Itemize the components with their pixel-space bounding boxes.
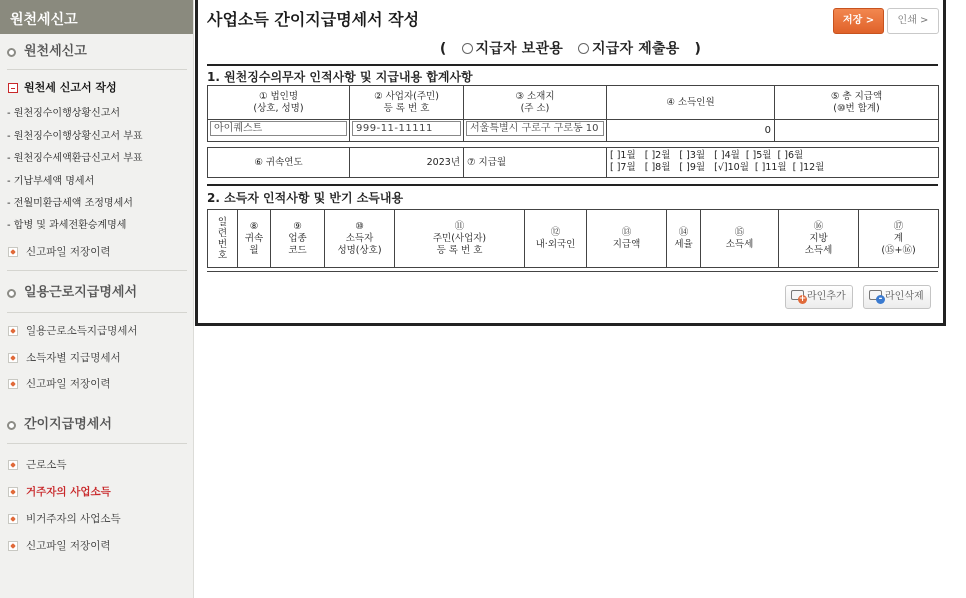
total-paid-value bbox=[775, 120, 939, 142]
sidebar-item-daily-wage-statement[interactable]: 일용근로소득지급명세서 bbox=[0, 323, 194, 339]
sidebar-item-file-history-2[interactable]: 신고파일 저장이력 bbox=[0, 376, 194, 392]
col-industry-code: ⑨ 업종 코드 bbox=[271, 210, 325, 268]
expand-icon bbox=[8, 541, 18, 551]
col-earner-name: ⑩ 소득자 성명(상호) bbox=[325, 210, 395, 268]
corp-name-input[interactable]: 아이퀘스트 bbox=[210, 121, 347, 136]
col-local-income-tax: ⑯ 지방 소득세 bbox=[779, 210, 859, 268]
col-tax-rate: ⑭ 세율 bbox=[667, 210, 701, 268]
year-label: ⑥ 귀속연도 bbox=[208, 148, 350, 178]
sidebar-item-refund-report-appendix[interactable]: - 원천징수세액환급신고서 부표 bbox=[7, 153, 143, 164]
pay-month-label: ⑦ 지급월 bbox=[464, 148, 607, 177]
form-copy-type: ( 지급자 보관용 지급자 제출용 ) bbox=[439, 41, 702, 57]
col-total: ⑰ 계 (⑮+⑯) bbox=[859, 210, 939, 268]
month-checkboxes-row-2[interactable]: [ ]7월 [ ]8월 [ ]9월 [√]10월 [ ]11월 [ ]12월 bbox=[610, 162, 825, 173]
col-attribution-month: ⑧ 귀속 월 bbox=[238, 210, 271, 268]
divider bbox=[7, 443, 187, 444]
expand-icon bbox=[8, 487, 18, 497]
print-button[interactable]: 인쇄 > bbox=[887, 8, 939, 34]
delete-line-button[interactable]: - 라인삭제 bbox=[863, 285, 931, 309]
header-address: ③ 소재지 (주 소) bbox=[464, 86, 607, 120]
sidebar-item-earned-income[interactable]: 근로소득 bbox=[0, 457, 194, 473]
expand-icon bbox=[8, 326, 18, 336]
sidebar-item-unrefunded-tax-adjustment[interactable]: - 전월미환급세액 조정명세서 bbox=[7, 198, 133, 209]
add-row-icon bbox=[791, 290, 804, 300]
sidebar-item-merger-succession[interactable]: - 합병 및 과세전환승계명세 bbox=[7, 220, 127, 231]
expand-icon bbox=[8, 460, 18, 470]
sidebar-group-report-writing[interactable]: 원천세 신고서 작성 bbox=[0, 80, 194, 96]
radio-keep-copy[interactable] bbox=[462, 43, 473, 54]
header-corp-name: ① 법인명 (상호, 성명) bbox=[208, 86, 350, 120]
sidebar-item-file-history-3[interactable]: 신고파일 저장이력 bbox=[0, 538, 194, 554]
expand-icon bbox=[8, 514, 18, 524]
sidebar bbox=[0, 0, 194, 598]
sidebar-item-resident-business-income[interactable]: 거주자의 사업소득 bbox=[0, 484, 194, 500]
divider bbox=[207, 271, 938, 272]
circle-bullet-icon bbox=[7, 48, 16, 57]
col-nationality: ⑫ 내·외국인 bbox=[525, 210, 587, 268]
add-line-button[interactable]: +라인추가 bbox=[785, 285, 853, 309]
page-title: 사업소득 간이지급명세서 작성 bbox=[207, 10, 420, 29]
header-total-paid: ⑤ 총 지급액 (⑩번 합계) bbox=[775, 86, 939, 120]
sidebar-item-nonresident-business-income[interactable]: 비거주자의 사업소득 bbox=[0, 511, 194, 527]
expand-icon bbox=[8, 379, 18, 389]
main-panel bbox=[195, 0, 946, 326]
sidebar-item-file-history-1[interactable]: 신고파일 저장이력 bbox=[0, 244, 194, 260]
section-2-title: 2. 소득자 인적사항 및 반기 소득내용 bbox=[207, 184, 938, 208]
sidebar-item-per-earner-statement[interactable]: 소득자별 지급명세서 bbox=[0, 350, 194, 366]
biz-number-input[interactable]: 999-11-11111 bbox=[352, 121, 461, 136]
expand-icon bbox=[8, 247, 18, 257]
sidebar-section-simplified-statement[interactable]: 간이지급명세서 bbox=[0, 416, 194, 434]
month-checkboxes-row-1[interactable]: [ ]1월 [ ]2월 [ ]3월 [ ]4월 [ ]5월 [ ]6월 bbox=[610, 150, 804, 161]
payer-summary-table bbox=[207, 85, 939, 142]
header-biz-number: ② 사업자(주민) 등 록 번 호 bbox=[350, 86, 464, 120]
year-value: 2023년 bbox=[350, 148, 464, 178]
col-amount-paid: ⑬ 지급액 bbox=[587, 210, 667, 268]
col-income-tax: ⑮ 소득세 bbox=[701, 210, 779, 268]
radio-keep-copy-label: 지급자 보관용 bbox=[475, 41, 563, 57]
period-table bbox=[207, 147, 939, 178]
header-earner-count: ④ 소득인원 bbox=[607, 86, 775, 120]
earner-detail-table bbox=[207, 209, 939, 268]
radio-submit-copy-label: 지급자 제출용 bbox=[592, 41, 680, 57]
expand-icon bbox=[8, 353, 18, 363]
sidebar-title: 원천세신고 bbox=[0, 0, 193, 34]
col-registration-number: ⑪ 주민(사업자) 등 록 번 호 bbox=[395, 210, 525, 268]
delete-row-icon bbox=[869, 290, 882, 300]
col-serial: 일 련 번 호 bbox=[208, 210, 238, 268]
sidebar-item-prepaid-tax-statement[interactable]: - 기납부세액 명세서 bbox=[7, 176, 95, 187]
divider bbox=[7, 312, 187, 313]
divider bbox=[7, 270, 187, 271]
collapse-icon bbox=[8, 83, 18, 93]
earner-count-value: 0 bbox=[607, 120, 775, 142]
earner-table-header bbox=[208, 210, 939, 268]
radio-submit-copy[interactable] bbox=[578, 43, 589, 54]
address-input[interactable]: 서울특별시 구로구 구로동 10 bbox=[466, 121, 604, 136]
section-1-title: 1. 원천징수의무자 인적사항 및 지급내용 합계사항 bbox=[207, 64, 938, 84]
save-button[interactable]: 저장 > bbox=[833, 8, 884, 34]
sidebar-item-withholding-status-report[interactable]: - 원천징수이행상황신고서 bbox=[7, 108, 121, 119]
sidebar-section-withholding[interactable]: 원천세신고 bbox=[0, 43, 194, 61]
circle-bullet-icon bbox=[7, 289, 16, 298]
sidebar-item-withholding-status-report-appendix[interactable]: - 원천징수이행상황신고서 부표 bbox=[7, 131, 143, 142]
circle-bullet-icon bbox=[7, 421, 16, 430]
sidebar-section-daily-wage[interactable]: 일용근로지급명세서 bbox=[0, 284, 194, 302]
divider bbox=[7, 69, 187, 70]
